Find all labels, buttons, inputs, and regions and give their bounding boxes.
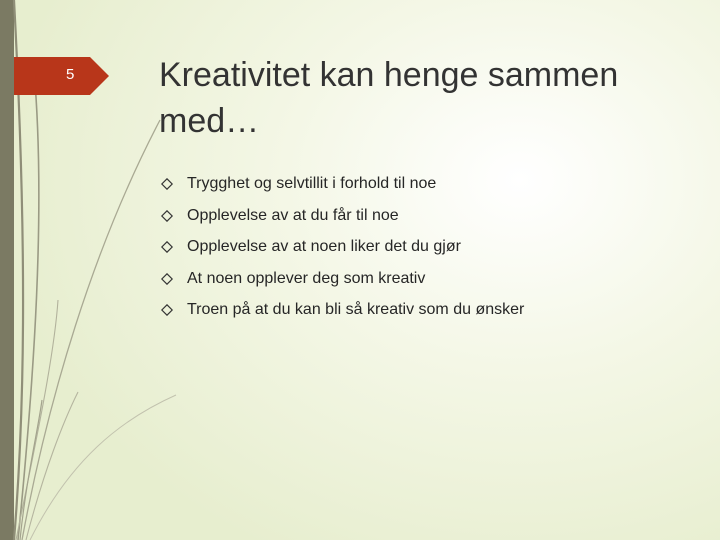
bullet-item: [159, 231, 699, 263]
diamond-outline-icon: [161, 210, 173, 222]
diamond-outline-icon: [161, 178, 173, 190]
bullet-text: At noen opplever deg som kreativ: [187, 269, 426, 287]
bullet-item: [159, 168, 699, 200]
diamond-outline-icon: [161, 304, 173, 316]
slide-number-tab: [14, 57, 109, 95]
slide-number: 5: [66, 66, 75, 83]
bullet-item: [159, 294, 699, 326]
bullet-text: Opplevelse av at noen liker det du gjør: [187, 238, 461, 255]
bullet-item: [159, 200, 699, 232]
bullet-text: Troen på at du kan bli så kreativ som du ønsker: [187, 301, 525, 318]
diamond-outline-icon: [161, 273, 173, 285]
bullet-text: Opplevelse av at du får til noe: [187, 206, 399, 224]
bullet-item: [159, 263, 699, 295]
bullet-text: Trygghet og selvtillit i forhold til noe: [187, 175, 437, 192]
slide-title: Kreativitet kan henge sammen med…: [159, 56, 619, 140]
bullet-list: [159, 168, 699, 326]
diamond-outline-icon: [161, 241, 173, 253]
